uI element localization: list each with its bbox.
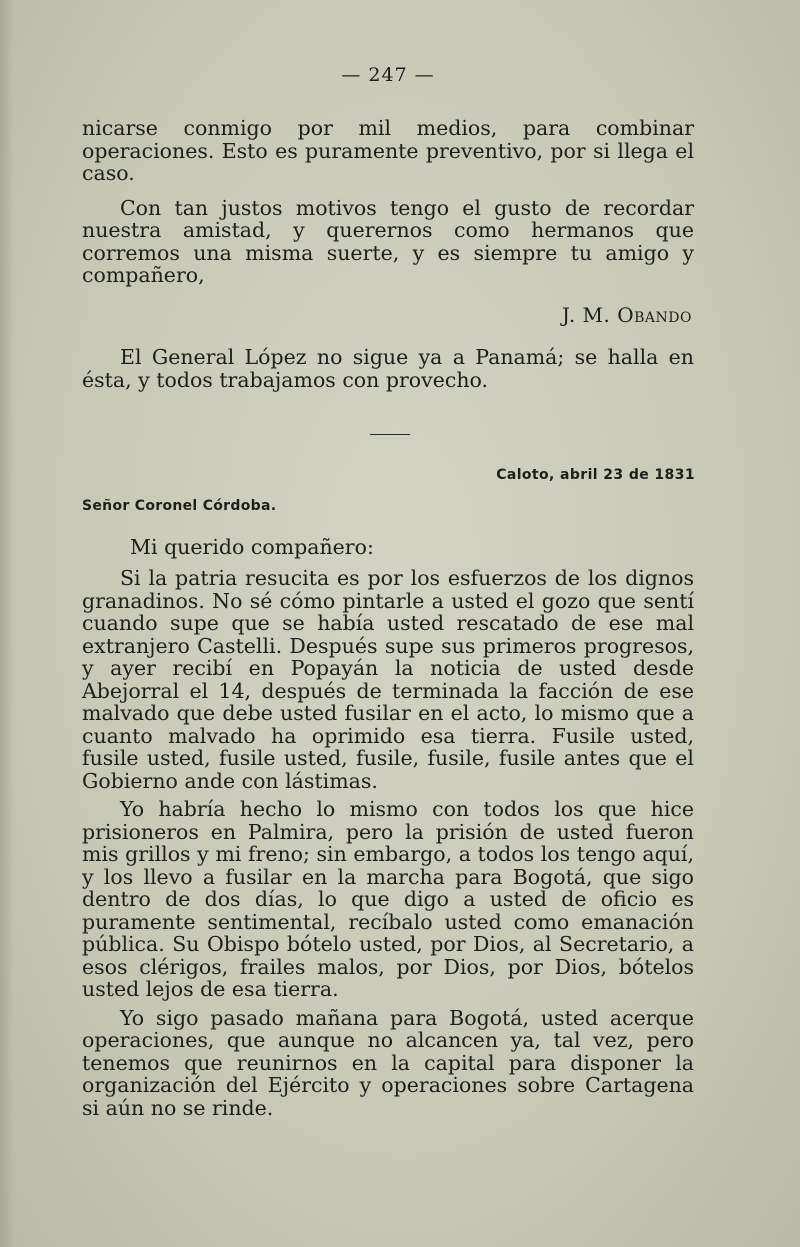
page-number: — 247 —	[341, 64, 435, 86]
postscript-block	[82, 346, 694, 391]
salutation: Mi querido compañero:	[130, 535, 374, 559]
dateline: Caloto, abril 23 de 1831	[496, 467, 695, 483]
letter-paragraph-1: Si la patria resucita es por los esfuerzos de los dignos granadinos. No sé cómo pintarle a usted el gozo que sentí cuando supe que se había usted rescatado de ese mal extranjero Castelli. Después supe sus primeros progresos, y ayer recibí en Popayán la noticia de usted desde Abejorral el 14, después de terminada la facción de ese malvado que debe usted fusilar en el acto, lo mismo que a cuanto malvado ha oprimido esa tierra. Fusile usted, fusile usted, fusile usted, fusile, fusile, fusile antes que el Gobierno ande con lástimas.	[82, 566, 694, 793]
paragraph-continuation: nicarse conmigo por mil medios, para combinar operaciones. Esto es puramente preventivo, por si llega el caso.	[82, 116, 694, 185]
letter-paragraph-2: Yo habría hecho lo mismo con todos los que hice prisioneros en Palmira, pero la prisión de usted fueron mis grillos y mi freno; sin embargo, a todos los tengo aquí, y los llevo a fusilar en la marcha para Bogotá, que sigo dentro de dos días, lo que digo a usted de oficio es puramente sentimental, recíbalo usted como emanación pública. Su Obispo bótelo usted, por Dios, al Secretario, a esos clérigos, frailes malos, por Dios, por Dios, bótelos usted lejos de esa tierra.	[82, 797, 694, 1001]
section-divider	[370, 434, 410, 435]
signature-initials: J. M.	[561, 303, 618, 327]
signature	[562, 303, 692, 327]
letter-ending-block	[82, 117, 694, 287]
letter-paragraph-3: Yo sigo pasado mañana para Bogotá, usted acerque operaciones, que aunque no alcancen ya, tal vez, pero tenemos que reunirnos en la capital para disponer la organización del Ejército y operaciones sobre Cartagena si aún no se rinde.	[82, 1005, 694, 1120]
letter-body-block	[82, 567, 694, 1119]
postscript: El General López no sigue ya a Panamá; se halla en ésta, y todos trabajamos con provecho.	[82, 345, 694, 392]
addressee: Señor Coronel Córdoba.	[82, 498, 277, 514]
paragraph-closing: Con tan justos motivos tengo el gusto de recordar nuestra amistad, y querernos como hermanos que corremos una misma suerte, y es siempre tu amigo y compañero,	[82, 195, 694, 287]
page-spine-shadow	[0, 0, 14, 1247]
signature-surname: Obando	[617, 303, 692, 327]
